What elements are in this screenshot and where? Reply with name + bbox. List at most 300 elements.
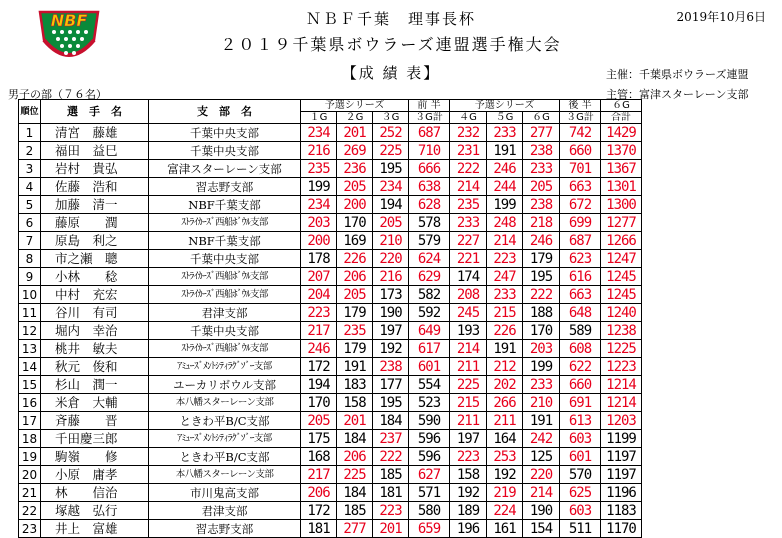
half-total: 601	[560, 448, 601, 466]
grand-total: 1223	[601, 358, 642, 376]
game-score: 210	[523, 394, 560, 412]
half-total: 554	[409, 376, 450, 394]
game-score: 194	[373, 196, 409, 214]
half-total: 613	[560, 412, 601, 430]
grand-total: 1367	[601, 160, 642, 178]
col-second-half: 後 半	[560, 100, 601, 112]
club-name: NBF千葉支部	[149, 232, 301, 250]
half-total: 578	[409, 214, 450, 232]
game-score: 169	[337, 232, 373, 250]
game-score: 191	[487, 142, 523, 160]
rank-cell: 17	[19, 412, 41, 430]
player-name: 堀内 幸治	[41, 322, 149, 340]
table-row	[19, 376, 642, 394]
table-row	[19, 142, 642, 160]
game-score: 183	[337, 376, 373, 394]
game-score: 225	[337, 466, 373, 484]
game-score: 215	[450, 394, 487, 412]
game-score: 226	[487, 322, 523, 340]
game-score: 179	[337, 304, 373, 322]
half-total: 649	[409, 322, 450, 340]
grand-total: 1197	[601, 448, 642, 466]
half-total: 603	[560, 502, 601, 520]
rank-cell: 1	[19, 124, 41, 142]
game-score: 205	[373, 214, 409, 232]
half-total: 687	[409, 124, 450, 142]
half-total: 616	[560, 268, 601, 286]
half-total: 601	[409, 358, 450, 376]
rank-cell: 2	[19, 142, 41, 160]
game-score: 252	[373, 124, 409, 142]
player-name: 加藤 清一	[41, 196, 149, 214]
half-total: 622	[560, 358, 601, 376]
half-total: 627	[409, 466, 450, 484]
player-name: 岩村 貴弘	[41, 160, 149, 178]
club-name: ときわ平B/C支部	[149, 412, 301, 430]
game-score: 125	[523, 448, 560, 466]
club-name: 本八幡スターレーン支部	[149, 466, 301, 484]
player-name: 桃井 敏夫	[41, 340, 149, 358]
rank-cell: 21	[19, 484, 41, 502]
game-score: 211	[450, 358, 487, 376]
game-score: 181	[301, 520, 337, 538]
half-total: 663	[560, 178, 601, 196]
game-score: 233	[450, 214, 487, 232]
header-row-1	[19, 100, 642, 112]
half-total: 580	[409, 502, 450, 520]
game-score: 172	[301, 502, 337, 520]
half-total: 659	[409, 520, 450, 538]
col-g2: ２G	[337, 112, 373, 124]
game-score: 177	[373, 376, 409, 394]
player-name: 井上 富雄	[41, 520, 149, 538]
grand-total: 1238	[601, 322, 642, 340]
half-total: 666	[409, 160, 450, 178]
grand-total: 1225	[601, 340, 642, 358]
game-score: 188	[523, 304, 560, 322]
game-score: 214	[487, 232, 523, 250]
rank-cell: 13	[19, 340, 41, 358]
table-row	[19, 340, 642, 358]
game-score: 216	[301, 142, 337, 160]
half-total: 648	[560, 304, 601, 322]
game-score: 202	[487, 376, 523, 394]
game-score: 233	[523, 160, 560, 178]
rank-cell: 22	[19, 502, 41, 520]
grand-total: 1214	[601, 376, 642, 394]
col-g4: ４G	[450, 112, 487, 124]
table-row	[19, 466, 642, 484]
game-score: 233	[523, 376, 560, 394]
club-name: 君津支部	[149, 304, 301, 322]
club-name: ときわ平B/C支部	[149, 448, 301, 466]
game-score: 225	[373, 142, 409, 160]
game-score: 190	[373, 304, 409, 322]
game-score: 179	[523, 250, 560, 268]
grand-total: 1277	[601, 214, 642, 232]
game-score: 184	[373, 412, 409, 430]
grand-total: 1170	[601, 520, 642, 538]
game-score: 199	[301, 178, 337, 196]
sponsor: 主管：富津スターレーン支部	[606, 88, 749, 101]
game-score: 238	[373, 358, 409, 376]
game-score: 244	[487, 178, 523, 196]
game-score: 207	[301, 268, 337, 286]
grand-total: 1199	[601, 430, 642, 448]
game-score: 211	[487, 412, 523, 430]
grand-total: 1301	[601, 178, 642, 196]
game-score: 235	[450, 196, 487, 214]
game-score: 217	[301, 466, 337, 484]
table-row	[19, 304, 642, 322]
game-score: 185	[373, 466, 409, 484]
half-total: 592	[409, 304, 450, 322]
rank-cell: 11	[19, 304, 41, 322]
game-score: 184	[337, 484, 373, 502]
col-prelim-series-1: 予選シリーズ	[301, 100, 409, 112]
player-name: 小林 稔	[41, 268, 149, 286]
table-row	[19, 502, 642, 520]
rank-cell: 10	[19, 286, 41, 304]
game-score: 206	[337, 268, 373, 286]
club-name: ｽﾄﾗｲｶｰｽﾞ西船ﾎﾞｳﾙ支部	[149, 268, 301, 286]
game-score: 220	[373, 250, 409, 268]
game-score: 203	[301, 214, 337, 232]
game-score: 206	[301, 484, 337, 502]
game-score: 195	[373, 394, 409, 412]
club-name: 本八幡スターレーン支部	[149, 394, 301, 412]
game-score: 173	[373, 286, 409, 304]
event-date: 2019年10月6日	[676, 10, 766, 24]
game-score: 225	[450, 376, 487, 394]
col-g3: ３G	[373, 112, 409, 124]
results-body	[19, 124, 642, 538]
club-name: 千葉中央支部	[149, 142, 301, 160]
half-total: 571	[409, 484, 450, 502]
club-name: ｽﾄﾗｲｶｰｽﾞ西船ﾎﾞｳﾙ支部	[149, 214, 301, 232]
game-score: 201	[337, 124, 373, 142]
game-score: 246	[523, 232, 560, 250]
player-name: 斉藤 晋	[41, 412, 149, 430]
grand-total: 1266	[601, 232, 642, 250]
player-name: 中村 充宏	[41, 286, 149, 304]
game-score: 197	[373, 322, 409, 340]
game-score: 192	[487, 466, 523, 484]
grand-total: 1196	[601, 484, 642, 502]
rank-cell: 5	[19, 196, 41, 214]
game-score: 222	[523, 286, 560, 304]
game-score: 199	[523, 358, 560, 376]
half-total: 625	[560, 484, 601, 502]
game-score: 191	[487, 340, 523, 358]
game-score: 223	[373, 502, 409, 520]
game-score: 233	[487, 124, 523, 142]
rank-cell: 9	[19, 268, 41, 286]
half-total: 590	[409, 412, 450, 430]
game-score: 205	[523, 178, 560, 196]
col-rank: 順位	[19, 100, 41, 124]
game-score: 242	[523, 430, 560, 448]
game-score: 200	[337, 196, 373, 214]
col-player: 選 手 名	[41, 100, 149, 124]
game-score: 170	[301, 394, 337, 412]
game-score: 175	[301, 430, 337, 448]
game-score: 196	[450, 520, 487, 538]
rank-cell: 20	[19, 466, 41, 484]
game-score: 192	[373, 340, 409, 358]
game-score: 210	[373, 232, 409, 250]
game-score: 195	[373, 160, 409, 178]
player-name: 小原 庸孝	[41, 466, 149, 484]
game-score: 214	[450, 340, 487, 358]
table-row	[19, 268, 642, 286]
division-label: 男子の部（７６名）	[8, 88, 107, 101]
game-score: 189	[450, 502, 487, 520]
game-score: 201	[373, 520, 409, 538]
col-g1: １G	[301, 112, 337, 124]
rank-cell: 14	[19, 358, 41, 376]
rank-cell: 18	[19, 430, 41, 448]
game-score: 246	[487, 160, 523, 178]
player-name: 林 信治	[41, 484, 149, 502]
player-name: 駒嶺 修	[41, 448, 149, 466]
table-row	[19, 430, 642, 448]
grand-total: 1245	[601, 286, 642, 304]
col-total3-a: ３G計	[409, 112, 450, 124]
game-score: 174	[450, 268, 487, 286]
half-total: 582	[409, 286, 450, 304]
game-score: 253	[487, 448, 523, 466]
half-total: 608	[560, 340, 601, 358]
club-name: 千葉中央支部	[149, 124, 301, 142]
player-name: 杉山 潤一	[41, 376, 149, 394]
game-score: 178	[301, 250, 337, 268]
game-score: 168	[301, 448, 337, 466]
club-name: ユーカリボウル支部	[149, 376, 301, 394]
tournament-name: ２０１９千葉県ボウラーズ連盟選手権大会	[220, 35, 562, 54]
table-row	[19, 178, 642, 196]
player-name: 市之瀬 聰	[41, 250, 149, 268]
club-name: ｽﾄﾗｲｶｰｽﾞ西船ﾎﾞｳﾙ支部	[149, 286, 301, 304]
game-score: 226	[337, 250, 373, 268]
game-score: 277	[337, 520, 373, 538]
results-table	[18, 99, 642, 538]
half-total: 701	[560, 160, 601, 178]
game-score: 223	[301, 304, 337, 322]
game-score: 236	[337, 160, 373, 178]
table-row	[19, 394, 642, 412]
club-name: 習志野支部	[149, 178, 301, 196]
game-score: 277	[523, 124, 560, 142]
game-score: 218	[523, 214, 560, 232]
rank-cell: 7	[19, 232, 41, 250]
table-row	[19, 124, 642, 142]
table-row	[19, 232, 642, 250]
table-row	[19, 286, 642, 304]
game-score: 205	[337, 286, 373, 304]
rank-cell: 16	[19, 394, 41, 412]
half-total: 596	[409, 430, 450, 448]
grand-total: 1429	[601, 124, 642, 142]
game-score: 248	[487, 214, 523, 232]
col-g6: ６G	[523, 112, 560, 124]
player-name: 福田 益巳	[41, 142, 149, 160]
table-row	[19, 196, 642, 214]
game-score: 192	[450, 484, 487, 502]
half-total: 699	[560, 214, 601, 232]
game-score: 179	[337, 340, 373, 358]
col-prelim-series-2: 予選シリーズ	[450, 100, 560, 112]
game-score: 238	[523, 196, 560, 214]
game-score: 238	[523, 142, 560, 160]
col-first-half: 前 半	[409, 100, 450, 112]
game-score: 181	[373, 484, 409, 502]
rank-cell: 6	[19, 214, 41, 232]
half-total: 638	[409, 178, 450, 196]
game-score: 269	[337, 142, 373, 160]
game-score: 212	[487, 358, 523, 376]
half-total: 629	[409, 268, 450, 286]
game-score: 223	[487, 250, 523, 268]
game-score: 246	[301, 340, 337, 358]
grand-total: 1183	[601, 502, 642, 520]
game-score: 220	[523, 466, 560, 484]
half-total: 660	[560, 142, 601, 160]
game-score: 223	[450, 448, 487, 466]
club-name: 市川鬼高支部	[149, 484, 301, 502]
game-score: 194	[301, 376, 337, 394]
game-score: 191	[337, 358, 373, 376]
half-total: 624	[409, 250, 450, 268]
half-total: 579	[409, 232, 450, 250]
half-total: 623	[560, 250, 601, 268]
table-row	[19, 358, 642, 376]
col-six-g: ６G	[601, 100, 642, 112]
game-score: 195	[523, 268, 560, 286]
game-score: 191	[523, 412, 560, 430]
player-name: 千田慶三郎	[41, 430, 149, 448]
game-score: 199	[487, 196, 523, 214]
rank-cell: 15	[19, 376, 41, 394]
player-name: 谷川 有司	[41, 304, 149, 322]
grand-total: 1245	[601, 268, 642, 286]
table-row	[19, 322, 642, 340]
table-row	[19, 160, 642, 178]
player-name: 秋元 俊和	[41, 358, 149, 376]
game-score: 172	[301, 358, 337, 376]
game-score: 247	[487, 268, 523, 286]
half-total: 596	[409, 448, 450, 466]
club-name: 習志野支部	[149, 520, 301, 538]
game-score: 203	[523, 340, 560, 358]
game-score: 227	[450, 232, 487, 250]
table-row	[19, 484, 642, 502]
half-total: 660	[560, 376, 601, 394]
game-score: 231	[450, 142, 487, 160]
game-score: 201	[337, 412, 373, 430]
rank-cell: 3	[19, 160, 41, 178]
half-total: 691	[560, 394, 601, 412]
game-score: 190	[523, 502, 560, 520]
organizer: 主催：千葉県ボウラーズ連盟	[606, 68, 749, 81]
game-score: 208	[450, 286, 487, 304]
game-score: 235	[301, 160, 337, 178]
player-name: 原島 利之	[41, 232, 149, 250]
grand-total: 1240	[601, 304, 642, 322]
half-total: 628	[409, 196, 450, 214]
club-name: 富津スターレーン支部	[149, 160, 301, 178]
grand-total: 1247	[601, 250, 642, 268]
game-score: 237	[373, 430, 409, 448]
half-total: 663	[560, 286, 601, 304]
half-total: 603	[560, 430, 601, 448]
half-total: 523	[409, 394, 450, 412]
half-total: 617	[409, 340, 450, 358]
rank-cell: 12	[19, 322, 41, 340]
player-name: 佐藤 浩和	[41, 178, 149, 196]
table-row	[19, 412, 642, 430]
club-name: 千葉中央支部	[149, 250, 301, 268]
grand-total: 1370	[601, 142, 642, 160]
event-title: ＮＢＦ千葉 理事長杯	[305, 10, 476, 28]
game-score: 184	[337, 430, 373, 448]
game-score: 222	[450, 160, 487, 178]
game-score: 224	[487, 502, 523, 520]
half-total: 672	[560, 196, 601, 214]
game-score: 161	[487, 520, 523, 538]
player-name: 米倉 大輔	[41, 394, 149, 412]
game-score: 266	[487, 394, 523, 412]
half-total: 589	[560, 322, 601, 340]
club-name: ｱﾐｭｰｽﾞﾒﾝﾄｼﾃｨﾗｸﾞｿﾞｰ支部	[149, 358, 301, 376]
game-score: 235	[337, 322, 373, 340]
player-name: 清宮 藤雄	[41, 124, 149, 142]
grand-total: 1214	[601, 394, 642, 412]
club-name: 君津支部	[149, 502, 301, 520]
table-row	[19, 214, 642, 232]
rank-cell: 8	[19, 250, 41, 268]
half-total: 687	[560, 232, 601, 250]
game-score: 206	[337, 448, 373, 466]
player-name: 塚越 弘行	[41, 502, 149, 520]
game-score: 234	[373, 178, 409, 196]
club-name: NBF千葉支部	[149, 196, 301, 214]
game-score: 215	[487, 304, 523, 322]
game-score: 170	[337, 214, 373, 232]
game-score: 214	[450, 178, 487, 196]
player-name: 藤原 潤	[41, 214, 149, 232]
game-score: 158	[337, 394, 373, 412]
game-score: 211	[450, 412, 487, 430]
grand-total: 1300	[601, 196, 642, 214]
rank-cell: 23	[19, 520, 41, 538]
club-name: ｱﾐｭｰｽﾞﾒﾝﾄｼﾃｨﾗｸﾞｿﾞｰ支部	[149, 430, 301, 448]
col-club: 支 部 名	[149, 100, 301, 124]
game-score: 205	[337, 178, 373, 196]
game-score: 222	[373, 448, 409, 466]
half-total: 742	[560, 124, 601, 142]
grand-total: 1203	[601, 412, 642, 430]
game-score: 200	[301, 232, 337, 250]
game-score: 193	[450, 322, 487, 340]
logo-text: NBF	[50, 11, 88, 30]
game-score: 216	[373, 268, 409, 286]
game-score: 205	[301, 412, 337, 430]
game-score: 164	[487, 430, 523, 448]
game-score: 154	[523, 520, 560, 538]
game-score: 245	[450, 304, 487, 322]
rank-cell: 4	[19, 178, 41, 196]
